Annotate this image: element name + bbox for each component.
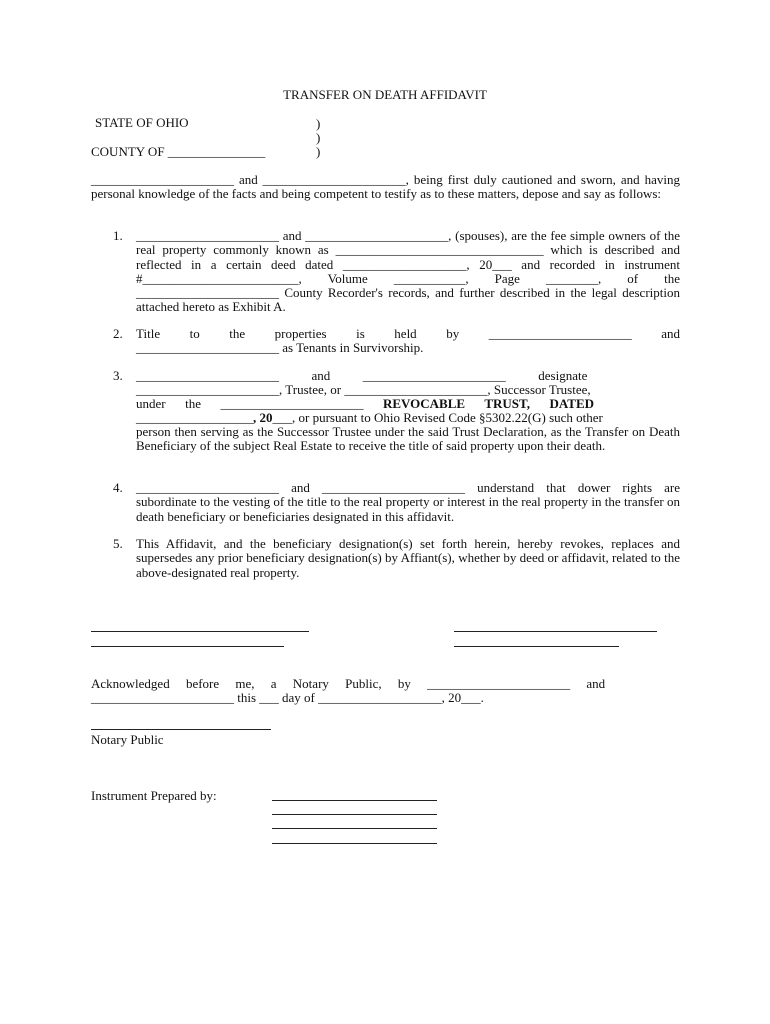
notary-signature-line[interactable] bbox=[91, 729, 271, 730]
prepared-by-line[interactable] bbox=[272, 843, 437, 844]
item-text: This Affidavit, and the beneficiary designation(s) set forth herein, hereby revokes, replaces and supersedes any prior beneficiary designation(s) by Affiant(s), whether by deed or affidavit, related to the above-designated real property. bbox=[136, 536, 680, 580]
caption-paren: ) bbox=[316, 130, 321, 145]
item-number: 4. bbox=[113, 480, 123, 495]
prepared-by-line[interactable] bbox=[272, 800, 437, 801]
trust-year: , 20 bbox=[253, 410, 273, 425]
item-2-line-1: Title to the properties is held by ______________________ and bbox=[136, 326, 680, 341]
prepared-by-line[interactable] bbox=[272, 828, 437, 829]
item-3-line-4c: ___, or pursuant to Ohio Revised Code §5302.22(G) such other bbox=[272, 410, 603, 425]
item-3-line-3a: under the ______________________ bbox=[136, 396, 383, 411]
prepared-by-line[interactable] bbox=[272, 814, 437, 815]
trust-heading: REVOCABLE TRUST, DATED bbox=[382, 396, 595, 411]
item-3-line-2: ______________________, Trustee, or ______________________, Successor Trustee, bbox=[136, 382, 591, 397]
state-label: STATE OF OHIO bbox=[95, 115, 189, 130]
item-number: 1. bbox=[113, 228, 123, 243]
item-number: 5. bbox=[113, 536, 123, 551]
item-number: 3. bbox=[113, 368, 123, 383]
item-number: 2. bbox=[113, 326, 123, 341]
document-title: TRANSFER ON DEATH AFFIDAVIT bbox=[283, 87, 487, 102]
item-text: ______________________ and ______________________ understand that dower rights are subordinate to the vesting of the title to the real property or interest in the real property in the transfer on death beneficiary or beneficiaries designated in this affidavit. bbox=[136, 480, 680, 524]
caption-paren: ) bbox=[316, 116, 321, 131]
signature-line[interactable] bbox=[454, 646, 619, 647]
item-3-rest: person then serving as the Successor Trustee under the said Trust Declaration, as the Transfer on Death Beneficiary of the subject Real Estate to receive the title of said property upon their death. bbox=[136, 424, 680, 454]
item-2-line-2: ______________________ as Tenants in Survivorship. bbox=[136, 340, 424, 355]
acknowledgement-line-2: ______________________ this ___ day of ___________________, 20___. bbox=[91, 690, 484, 705]
prepared-by-label: Instrument Prepared by: bbox=[91, 788, 217, 803]
acknowledgement-line-1: Acknowledged before me, a Notary Public, by ______________________ and bbox=[91, 676, 606, 691]
county-label: COUNTY OF _______________ bbox=[91, 144, 266, 159]
caption-paren: ) bbox=[316, 144, 321, 159]
notary-label: Notary Public bbox=[91, 732, 164, 747]
item-3-line-4a: __________________ bbox=[136, 410, 253, 425]
signature-line[interactable] bbox=[91, 646, 284, 647]
signature-line[interactable] bbox=[91, 631, 309, 632]
item-3-line-1: ______________________ and ______________________ designate bbox=[136, 368, 588, 383]
intro-paragraph: ______________________ and ______________________, being first duly cautioned and sworn, and having personal knowledge of the facts and being competent to testify as to these matters, depose and say as follows: bbox=[91, 172, 680, 202]
item-text: ______________________ and ______________________, (spouses), are the fee simple owners of the real property commonly known as ________________________________ which is described and reflected in a certain deed dated ___________________, 20___ and recorded in instrument #________________________, Volume ___________, Page ________, of the ______________________ County Recorder's records, and further described in the legal description attached hereto as Exhibit A. bbox=[136, 228, 680, 315]
signature-line[interactable] bbox=[454, 631, 657, 632]
